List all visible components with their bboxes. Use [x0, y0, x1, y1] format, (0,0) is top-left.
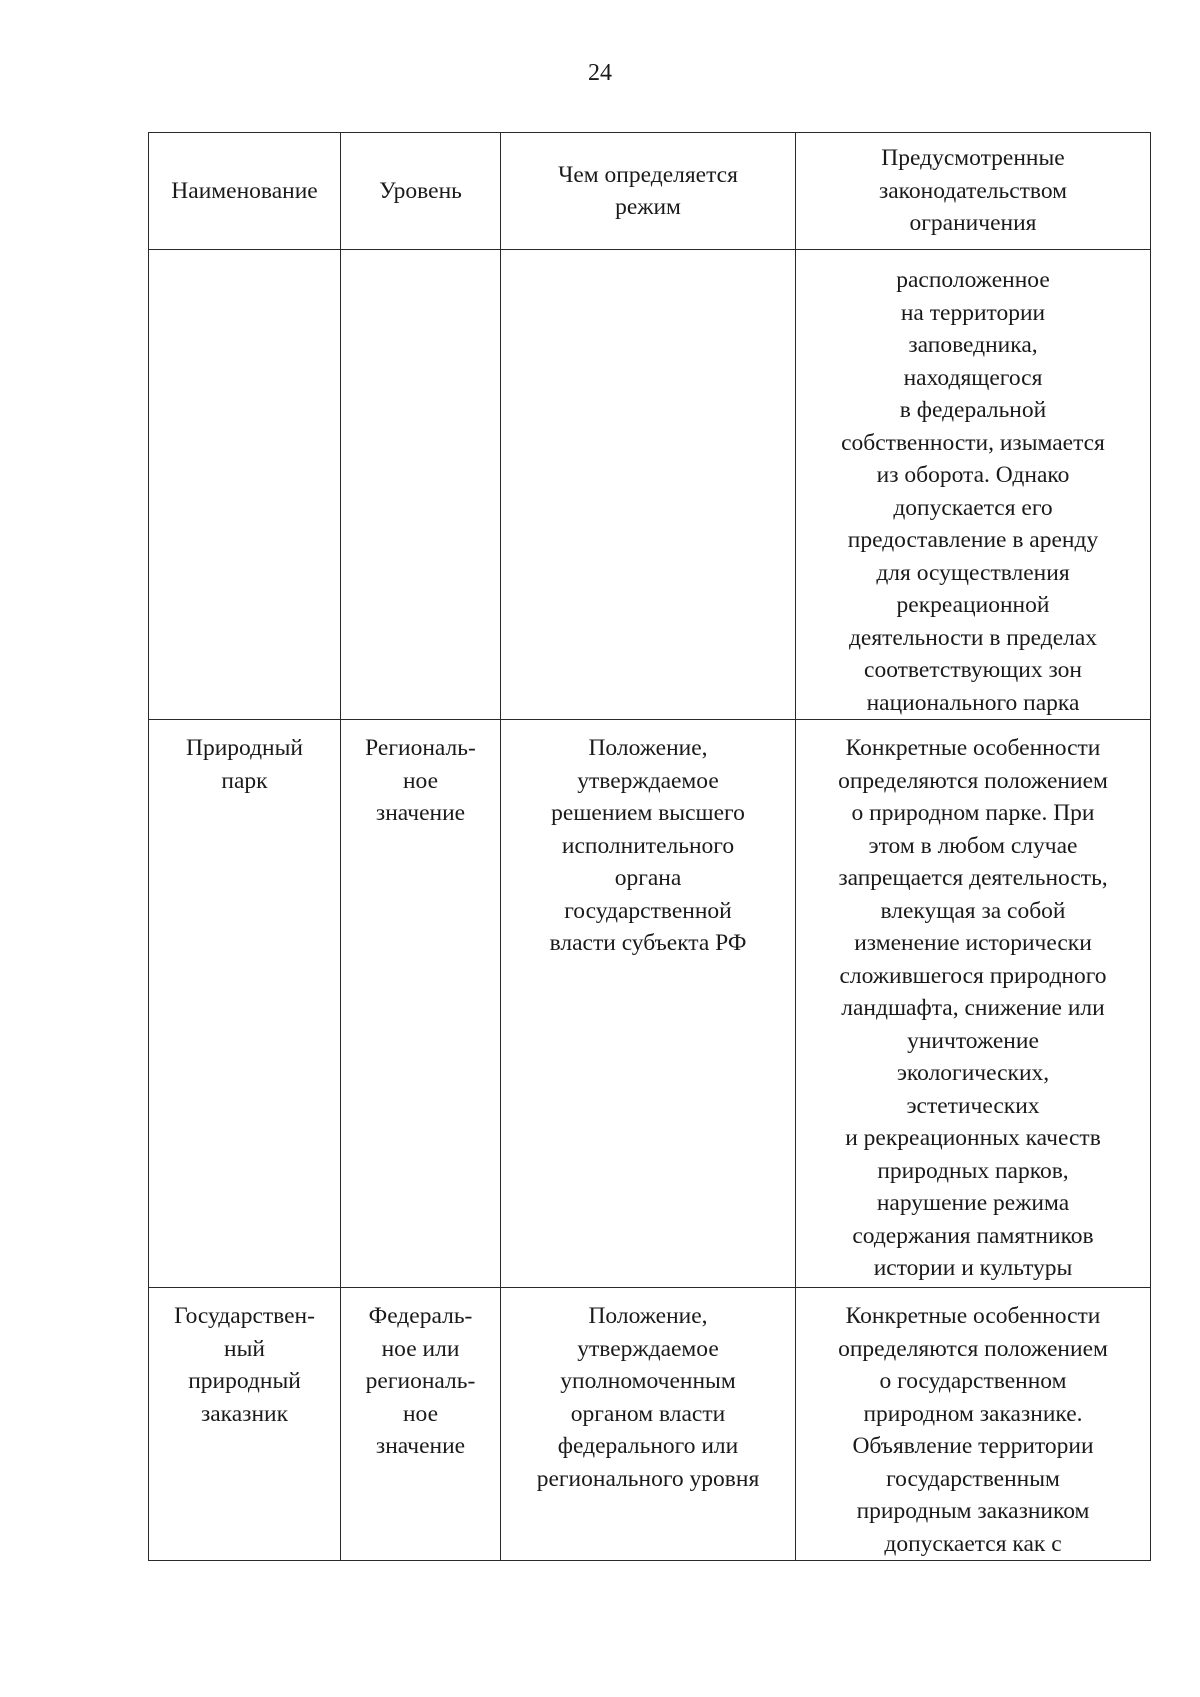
header-regime: Чем определяется режим — [501, 133, 796, 250]
table-header-row — [149, 133, 1151, 250]
table-row — [149, 1288, 1151, 1561]
cell-regime: Положение, утверждаемое уполномоченным органом власти федерального или регионального уровня — [501, 1288, 796, 1561]
cell-level: Региональ- ное значение — [341, 720, 501, 1288]
restrictions-table — [148, 132, 1151, 1561]
cell-regime — [501, 250, 796, 720]
cell-name: Государствен- ный природный заказник — [149, 1288, 341, 1561]
cell-level — [341, 250, 501, 720]
cell-restrictions: Конкретные особенности определяются положением о государственном природном заказнике. Объявление территории государственным природным заказником допускается как с — [796, 1288, 1151, 1561]
header-level: Уровень — [341, 133, 501, 250]
page-number: 24 — [588, 60, 612, 86]
header-name: Наименование — [149, 133, 341, 250]
table-row — [149, 250, 1151, 720]
cell-regime: Положение, утверждаемое решением высшего исполнительного органа государственной власти субъекта РФ — [501, 720, 796, 1288]
table-row — [149, 720, 1151, 1288]
header-restrictions: Предусмотренные законодательством ограничения — [796, 133, 1151, 250]
cell-level: Федераль- ное или региональ- ное значение — [341, 1288, 501, 1561]
cell-name — [149, 250, 341, 720]
cell-restrictions: Конкретные особенности определяются положением о природном парке. При этом в любом случае запрещается деятельность, влекущая за собой изменение исторически сложившегося природного ландшафта, снижение или уничтожение экологических, эстетических и рекреационных качеств природных парков, нарушение режима содержания памятников истории и культуры — [796, 720, 1151, 1288]
cell-name: Природный парк — [149, 720, 341, 1288]
cell-restrictions: расположенное на территории заповедника, находящегося в федеральной собственности, изымается из оборота. Однако допускается его предоставление в аренду для осуществления рекреационной деятельности в пределах соответствующих зон национального парка — [796, 250, 1151, 720]
